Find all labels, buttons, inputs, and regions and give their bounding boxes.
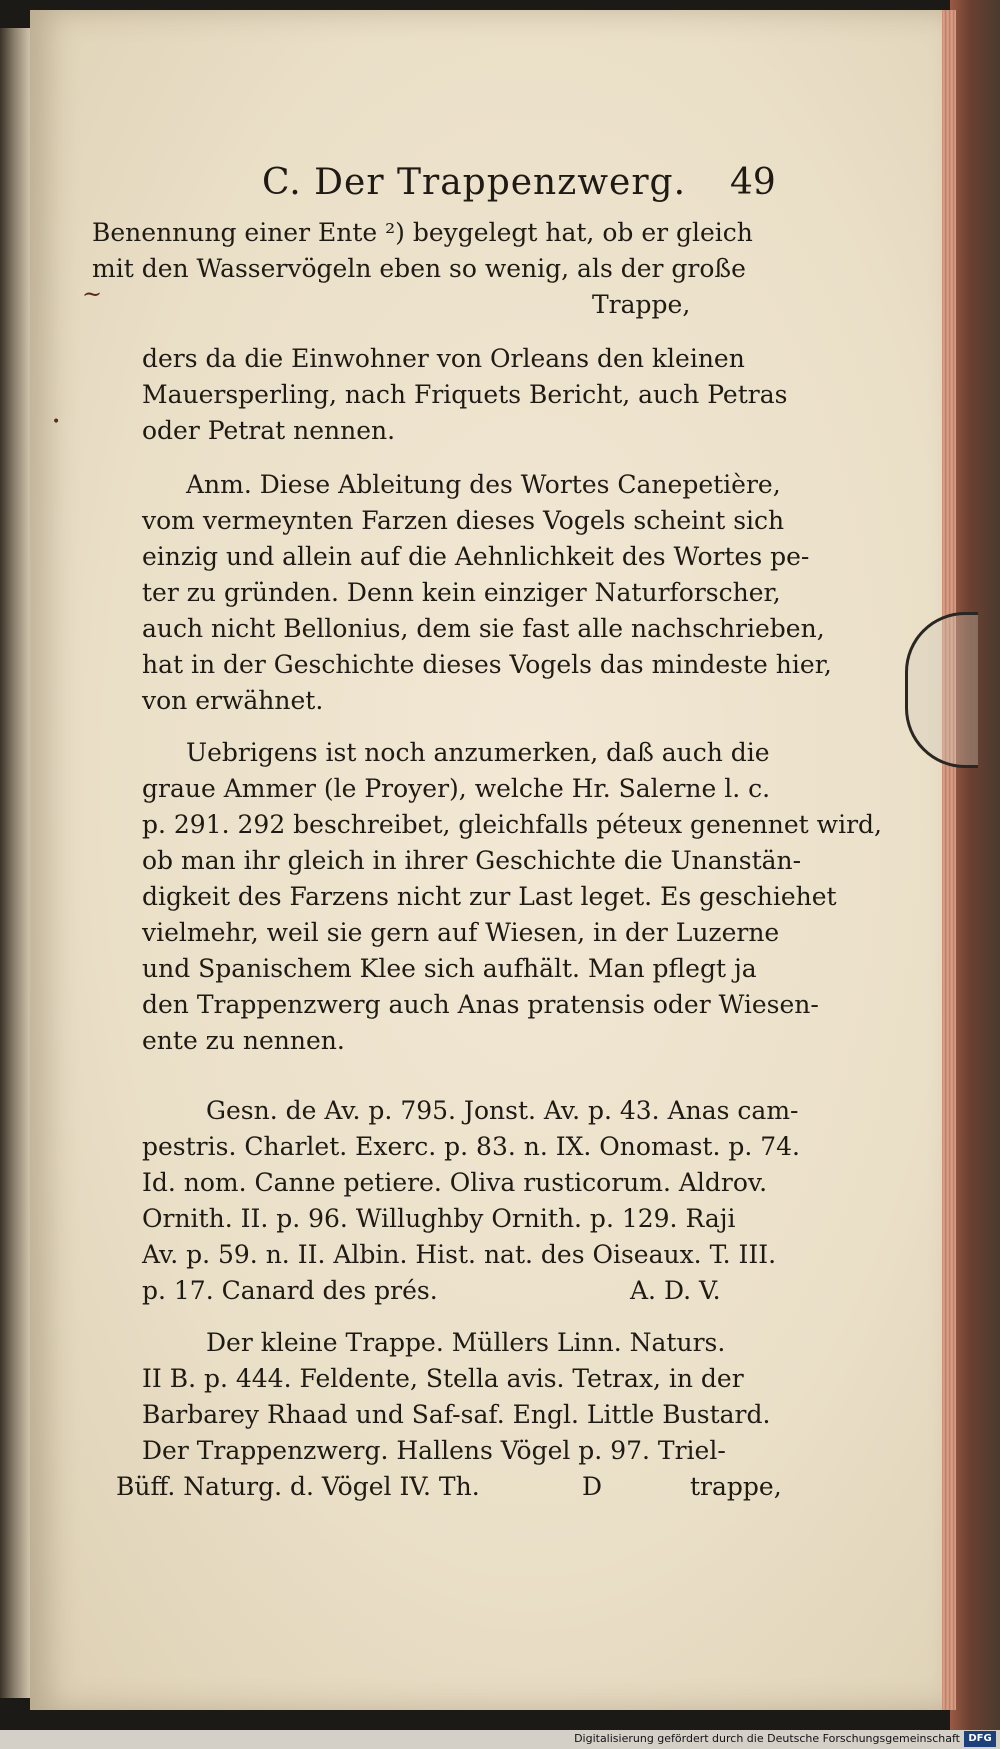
text-line: digkeit des Farzens nicht zur Last leget. Es geschiehet <box>142 882 837 911</box>
text-line: vom vermeynten Farzen dieses Vogels scheint sich <box>142 506 785 535</box>
text-line: mit den Wasservögeln eben so wenig, als der große <box>92 254 746 283</box>
book-cover-right <box>950 0 1000 1730</box>
text-line: Uebrigens ist noch anzumerken, daß auch die <box>186 738 770 767</box>
dfg-logo: DFG <box>964 1731 996 1747</box>
text-line: p. 17. Canard des prés. <box>142 1276 438 1305</box>
text-line: A. D. V. <box>630 1276 721 1305</box>
text-line: Av. p. 59. n. II. Albin. Hist. nat. des Oiseaux. T. III. <box>142 1240 777 1269</box>
text-line: Anm. Diese Ableitung des Wortes Canepetière, <box>186 470 781 499</box>
text-line: trappe, <box>690 1472 782 1501</box>
text-line: graue Ammer (le Proyer), welche Hr. Salerne l. c. <box>142 774 771 803</box>
text-line: von erwähnet. <box>142 686 324 715</box>
text-line: Trappe, <box>592 290 691 319</box>
text-line: p. 291. 292 beschreibet, gleichfalls péteux genennet wird, <box>142 810 882 839</box>
text-line: Id. nom. Canne petiere. Oliva rusticorum. Aldrov. <box>142 1168 768 1197</box>
running-header: C. Der Trappenzwerg. <box>262 162 687 203</box>
text-line: ter zu gründen. Denn kein einziger Naturforscher, <box>142 578 781 607</box>
margin-mark: ~ <box>82 280 103 308</box>
margin-mark: • <box>52 414 61 430</box>
text-line: oder Petrat nennen. <box>142 416 396 445</box>
text-line: Mauersperling, nach Friquets Bericht, auch Petras <box>142 380 788 409</box>
text-line: einzig und allein auf die Aehnlichkeit des Wortes pe- <box>142 542 810 571</box>
text-line: ob man ihr gleich in ihrer Geschichte die Unanstän- <box>142 846 802 875</box>
text-line: ders da die Einwohner von Orleans den kleinen <box>142 344 745 373</box>
text-line: auch nicht Bellonius, dem sie fast alle nachschrieben, <box>142 614 825 643</box>
text-line: Der kleine Trappe. Müllers Linn. Naturs. <box>206 1328 726 1357</box>
text-line: Ornith. II. p. 96. Willughby Ornith. p. 129. Raji <box>142 1204 736 1233</box>
text-line: und Spanischem Klee sich aufhält. Man pflegt ja <box>142 954 757 983</box>
text-line: Benennung einer Ente ²) beygelegt hat, ob er gleich <box>92 218 753 247</box>
text-line: ente zu nennen. <box>142 1026 345 1055</box>
footer-credit: Digitalisierung gefördert durch die Deutsche Forschungsgemeinschaft <box>574 1732 960 1745</box>
text-line: Der Trappenzwerg. Hallens Vögel p. 97. Triel- <box>142 1436 726 1465</box>
text-line: pestris. Charlet. Exerc. p. 83. n. IX. Onomast. p. 74. <box>142 1132 800 1161</box>
text-line: hat in der Geschichte dieses Vogels das mindeste hier, <box>142 650 832 679</box>
text-line: vielmehr, weil sie gern auf Wiesen, in der Luzerne <box>142 918 780 947</box>
text-line: den Trappenzwerg auch Anas pratensis oder Wiesen- <box>142 990 819 1019</box>
text-line: II B. p. 444. Feldente, Stella avis. Tetrax, in der <box>142 1364 744 1393</box>
text-line: D <box>582 1472 603 1501</box>
text-line: Gesn. de Av. p. 795. Jonst. Av. p. 43. Anas cam- <box>206 1096 799 1125</box>
page-number: 49 <box>730 162 776 203</box>
text-line: Büff. Naturg. d. Vögel IV. Th. <box>116 1472 480 1501</box>
text-line: Barbarey Rhaad und Saf-saf. Engl. Little Bustard. <box>142 1400 771 1429</box>
